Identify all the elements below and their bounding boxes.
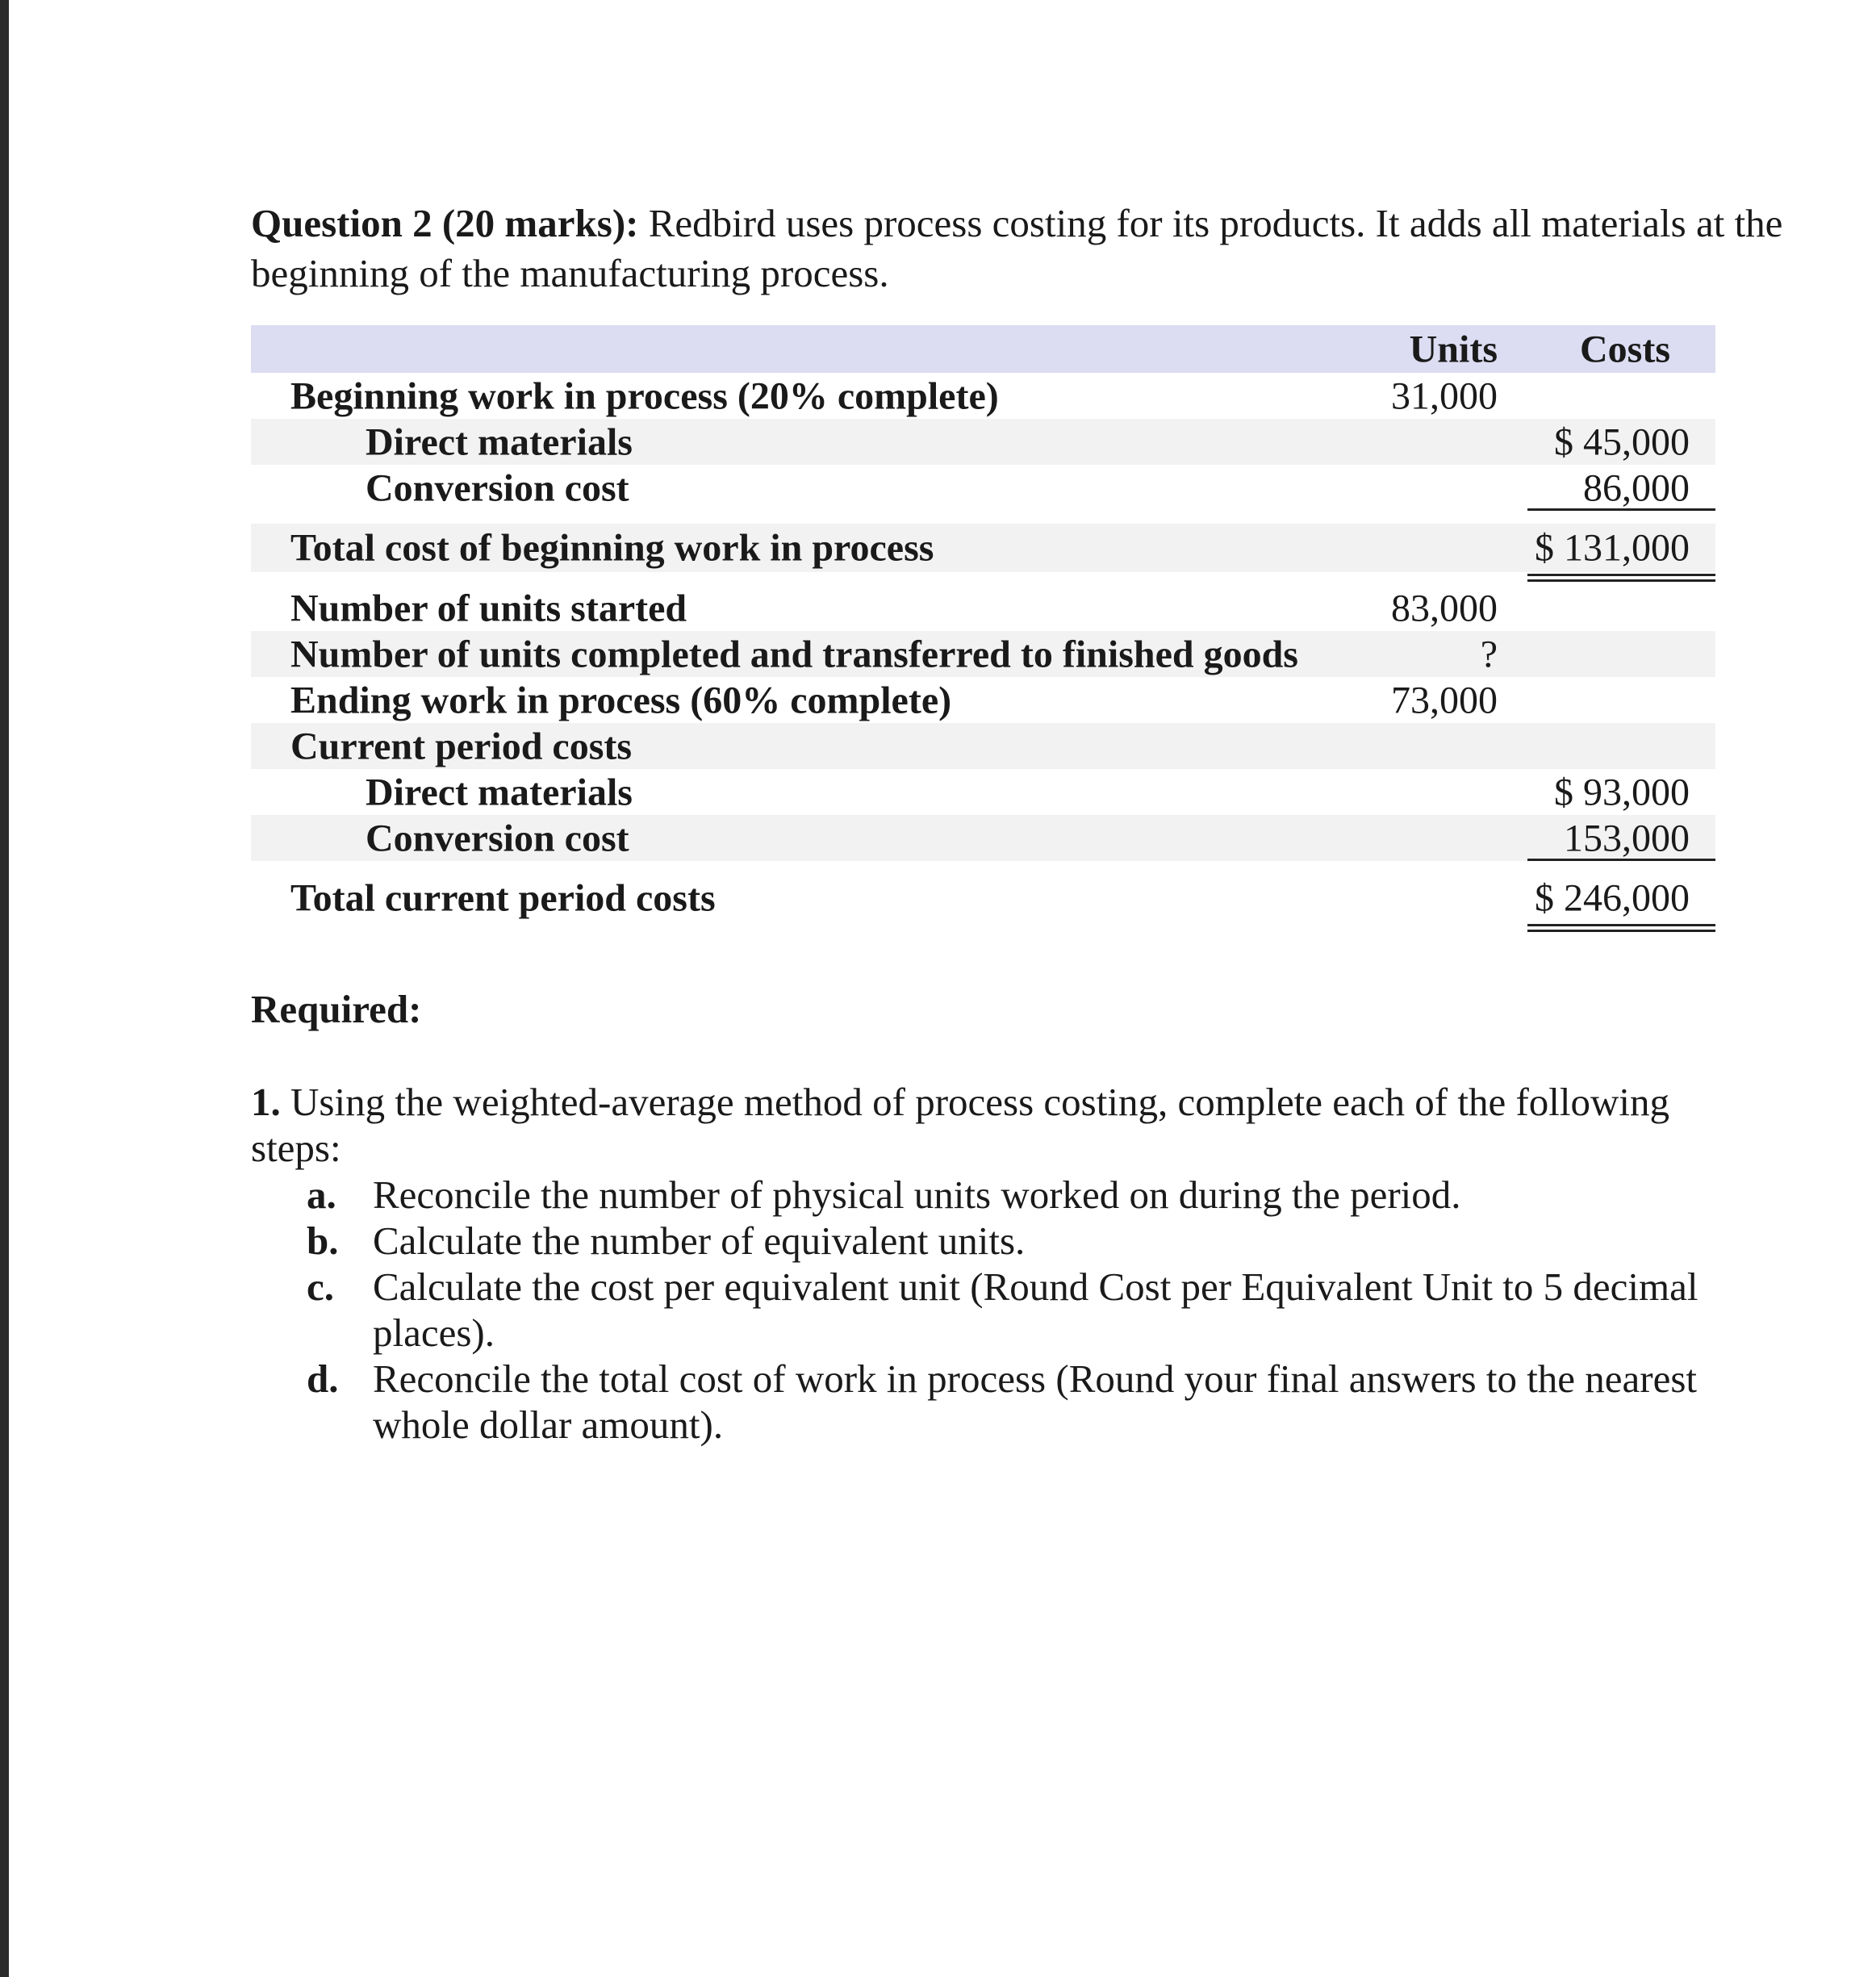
row-costs: 153,000 — [1564, 817, 1690, 859]
row-label: Total current period costs — [290, 876, 716, 920]
window-left-edge — [0, 0, 9, 1977]
row-units: 83,000 — [1391, 587, 1498, 629]
step-text: Reconcile the total cost of work in process (Round your final answers to the nearest whole dollar amount). — [373, 1356, 1698, 1447]
row-label: Total cost of beginning work in process — [290, 526, 934, 570]
step-marker: d. — [307, 1356, 339, 1401]
row-costs: $ 246,000 — [1535, 876, 1690, 920]
row-costs: $ 131,000 — [1535, 526, 1690, 570]
table-row — [251, 723, 1715, 769]
subtotal-underline — [1527, 859, 1715, 861]
requirement-steps — [307, 1172, 1767, 1448]
subtotal-underline — [1527, 508, 1715, 511]
list-item — [307, 1218, 1767, 1264]
row-costs: $ 93,000 — [1554, 771, 1690, 813]
units-column-header: Units — [1409, 328, 1498, 370]
process-costing-table — [251, 325, 1715, 922]
row-label: Conversion cost — [366, 817, 629, 859]
row-label: Direct materials — [366, 771, 633, 813]
table-row — [251, 874, 1715, 922]
row-units: ? — [1480, 633, 1498, 675]
step-marker: c. — [307, 1264, 334, 1309]
row-label: Conversion cost — [366, 466, 629, 509]
question-text: Redbird uses process costing for its products. It adds all materials at the beginning of the manufacturing process. — [251, 201, 1783, 295]
row-label: Beginning work in process (20% complete) — [290, 374, 999, 417]
step-text: Reconcile the number of physical units worked on during the period. — [373, 1172, 1461, 1217]
list-item — [307, 1356, 1767, 1448]
requirement-intro-text: Using the weighted-average method of process costing, complete each of the following steps: — [251, 1080, 1670, 1170]
question-paragraph — [251, 199, 1792, 299]
table-row — [251, 815, 1715, 861]
total-double-underline — [1527, 574, 1715, 582]
row-costs: 86,000 — [1583, 466, 1690, 509]
requirement-number: 1. — [251, 1080, 281, 1124]
row-label: Number of units completed and transferred to finished goods — [290, 633, 1298, 675]
table-row — [251, 465, 1715, 511]
table-row — [251, 524, 1715, 572]
question-heading: Question 2 (20 marks): — [251, 201, 639, 245]
requirement-intro — [251, 1079, 1768, 1171]
row-label: Ending work in process (60% complete) — [290, 679, 952, 721]
costs-column-header: Costs — [1579, 328, 1670, 370]
row-label: Number of units started — [290, 587, 687, 629]
table-row — [251, 373, 1715, 419]
step-text: Calculate the cost per equivalent unit (Round Cost per Equivalent Unit to 5 decimal places). — [373, 1264, 1698, 1355]
row-costs: $ 45,000 — [1554, 420, 1690, 463]
row-units: 31,000 — [1391, 374, 1498, 417]
table-row — [251, 631, 1715, 677]
table-row — [251, 677, 1715, 723]
row-label: Direct materials — [366, 420, 633, 463]
table-row — [251, 585, 1715, 631]
list-item — [307, 1264, 1767, 1356]
row-label: Current period costs — [290, 725, 633, 767]
table-row — [251, 769, 1715, 815]
required-heading: Required: — [251, 987, 422, 1031]
table-header-row — [251, 325, 1715, 373]
step-marker: b. — [307, 1218, 339, 1263]
step-marker: a. — [307, 1172, 336, 1217]
total-double-underline — [1527, 924, 1715, 932]
row-units: 73,000 — [1391, 679, 1498, 721]
step-text: Calculate the number of equivalent units. — [373, 1218, 1026, 1263]
list-item — [307, 1172, 1767, 1218]
table-row — [251, 419, 1715, 465]
